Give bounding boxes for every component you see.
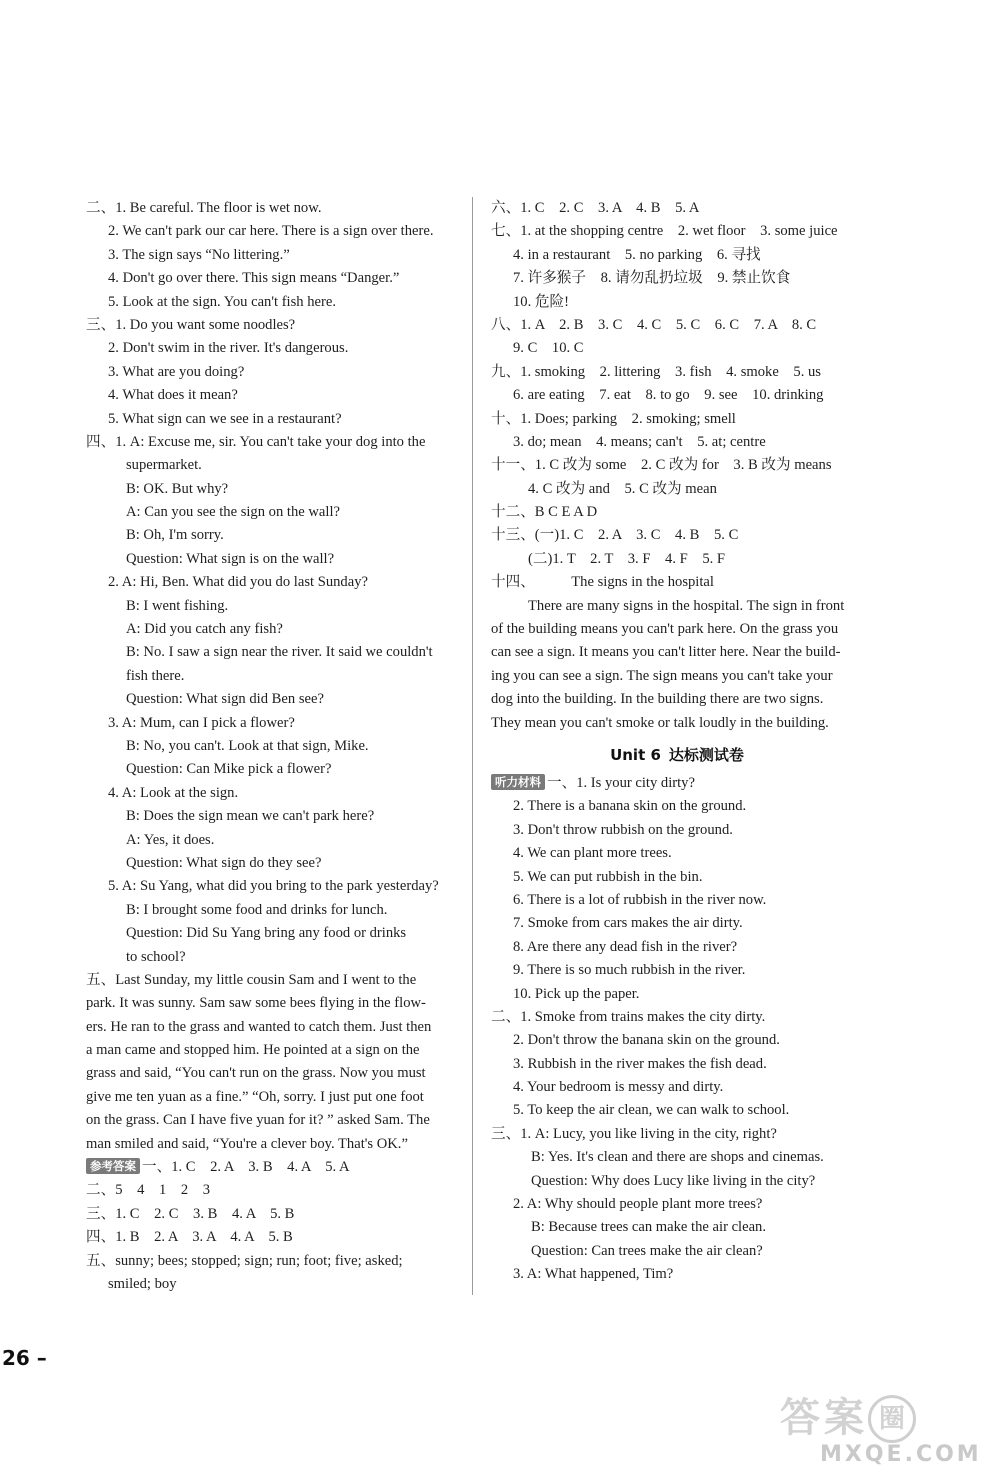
text-line: A: Can you see the sign on the wall?: [126, 504, 340, 521]
answer-line: 十二、B C E A D: [491, 504, 598, 521]
watermark-logo: [780, 1395, 990, 1467]
listening-line: Question: Why does Lucy like living in the city?: [531, 1172, 816, 1189]
answer-line: 三、1. C 2. C 3. B 4. A 5. B: [86, 1205, 295, 1222]
text-line: 三、1. Do you want some noodles?: [86, 316, 296, 333]
answer-line: 4. in a restaurant 5. no parking 6. 寻找: [513, 246, 761, 263]
text-line: B: Oh, I'm sorry.: [126, 527, 224, 544]
answer-line: 10. 危险!: [513, 293, 569, 310]
page-number: 26 –: [2, 1346, 47, 1370]
text-line: Question: What sign did Ben see?: [126, 691, 324, 708]
essay-line: dog into the building. In the building there are two signs.: [491, 691, 824, 708]
left-column: [86, 197, 460, 1296]
text-line: Question: Can Mike pick a flower?: [126, 761, 332, 778]
answer-line: 七、1. at the shopping centre 2. wet floor 3. some juice: [491, 223, 838, 240]
text-line: Question: Did Su Yang bring any food or drinks: [126, 925, 407, 942]
divider: [472, 197, 473, 1295]
listening-line: 6. There is a lot of rubbish in the river now.: [513, 891, 767, 908]
answer-line: 7. 许多猴子 8. 请勿乱扔垃圾 9. 禁止饮食: [513, 270, 791, 287]
listening-line: 2. There is a banana skin on the ground.: [513, 798, 747, 815]
text-line: B: No. I saw a sign near the river. It said we couldn't: [126, 644, 433, 661]
text-line: 4. What does it mean?: [108, 387, 238, 404]
right-column: [491, 197, 863, 1287]
unit-title: [491, 739, 863, 772]
text-line: supermarket.: [126, 457, 202, 474]
text-line: give me ten yuan as a fine.” “Oh, sorry. I just put one foot: [86, 1088, 424, 1105]
text-line: 4. A: Look at the sign.: [108, 784, 239, 801]
text-line: 4. Don't go over there. This sign means “Danger.”: [108, 270, 400, 287]
text-line: 二、1. Be careful. The floor is wet now.: [86, 200, 322, 216]
text-line: 2. We can't park our car here. There is a sign over there.: [108, 223, 434, 240]
unit-name: 达标测试卷: [668, 745, 744, 764]
answer-line: (二)1. T 2. T 3. F 4. F 5. F: [528, 550, 726, 567]
answer-line: 六、1. C 2. C 3. A 4. B 5. A: [491, 200, 700, 216]
essay-line: There are many signs in the hospital. The sign in front: [528, 597, 845, 614]
text-line: B: I brought some food and drinks for lunch.: [126, 901, 388, 918]
listening-line: Question: Can trees make the air clean?: [531, 1242, 763, 1259]
listening-line: 2. Don't throw the banana skin on the ground.: [513, 1032, 780, 1049]
listening-line: B: Because trees can make the air clean.: [531, 1219, 767, 1236]
listening-line: 5. To keep the air clean, we can walk to school.: [513, 1102, 790, 1119]
listening-line: 3. Don't throw rubbish on the ground.: [513, 821, 733, 838]
listening-line: 4. Your bedroom is messy and dirty.: [513, 1079, 724, 1096]
text-line: Question: What sign is on the wall?: [126, 550, 335, 567]
answer-text: 一、1. C 2. A 3. B 4. A 5. A: [142, 1159, 350, 1176]
text-line: grass and said, “You can't run on the grass. Now you must: [86, 1065, 426, 1082]
listening-line: 3. Rubbish in the river makes the fish dead.: [513, 1055, 767, 1072]
watermark-site: MXQE.COM: [820, 1442, 982, 1467]
listening-line: 二、1. Smoke from trains makes the city dirty.: [491, 1008, 766, 1025]
listening-line: 2. A: Why should people plant more trees?: [513, 1196, 763, 1213]
answer-line: 十三、(一)1. C 2. A 3. C 4. B 5. C: [491, 527, 739, 544]
listening-text: 一、1. Is your city dirty?: [547, 774, 695, 791]
answer-line: 九、1. smoking 2. littering 3. fish 4. smoke 5. us: [491, 363, 821, 380]
text-line: 3. What are you doing?: [108, 363, 245, 380]
text-line: 5. What sign can we see in a restaurant?: [108, 410, 342, 427]
text-line: 四、1. A: Excuse me, sir. You can't take your dog into the: [86, 433, 426, 450]
answer-line: [86, 1156, 460, 1179]
text-line: 五、Last Sunday, my little cousin Sam and I went to the: [86, 971, 417, 988]
answer-line: 3. do; mean 4. means; can't 5. at; centre: [513, 433, 766, 450]
answer-line: 四、1. B 2. A 3. A 4. A 5. B: [86, 1229, 293, 1246]
essay-title-line: 十四、 The signs in the hospital: [491, 574, 714, 591]
text-line: park. It was sunny. Sam saw some bees flying in the flow-: [86, 995, 426, 1012]
text-line: 5. Look at the sign. You can't fish here.: [108, 293, 336, 310]
answer-line: 4. C 改为 and 5. C 改为 mean: [528, 480, 717, 497]
answer-line: 二、5 4 1 2 3: [86, 1182, 211, 1199]
listening-line: 9. There is so much rubbish in the river.: [513, 962, 746, 979]
answer-line: 十、1. Does; parking 2. smoking; smell: [491, 410, 736, 427]
text-line: a man came and stopped him. He pointed at a sign on the: [86, 1042, 420, 1059]
listening-line: 5. We can put rubbish in the bin.: [513, 868, 703, 885]
listening-line: 4. We can plant more trees.: [513, 845, 672, 862]
answer-line: 十一、1. C 改为 some 2. C 改为 for 3. B 改为 means: [491, 457, 832, 474]
listening-line: 8. Are there any dead fish in the river?: [513, 938, 738, 955]
text-line: Question: What sign do they see?: [126, 854, 322, 871]
text-line: B: No, you can't. Look at that sign, Mike.: [126, 737, 369, 754]
text-line: to school?: [126, 948, 186, 965]
text-line: A: Did you catch any fish?: [126, 621, 283, 638]
answer-line: 6. are eating 7. eat 8. to go 9. see 10. drinking: [513, 387, 824, 404]
listening-line: 10. Pick up the paper.: [513, 985, 640, 1002]
essay-line: of the building means you can't park here. On the grass you: [491, 621, 839, 638]
listening-line: 三、1. A: Lucy, you like living in the city, right?: [491, 1125, 777, 1142]
text-line: 2. Don't swim in the river. It's dangerous.: [108, 340, 349, 357]
listening-line: B: Yes. It's clean and there are shops and cinemas.: [531, 1149, 824, 1166]
essay-line: They mean you can't smoke or talk loudly in the building.: [491, 714, 829, 731]
essay-line: ing you can see a sign. The sign means you can't take your: [491, 667, 833, 684]
listening-line: [491, 772, 863, 795]
text-line: B: OK. But why?: [126, 480, 229, 497]
text-line: ers. He ran to the grass and wanted to catch them. Just then: [86, 1018, 432, 1035]
watermark-logo-text: 答案 圈: [780, 1395, 990, 1443]
text-line: A: Yes, it does.: [126, 831, 215, 848]
text-line: B: Does the sign mean we can't park here?: [126, 808, 375, 825]
answer-line: 八、1. A 2. B 3. C 4. C 5. C 6. C 7. A 8. C: [491, 316, 817, 333]
answer-line: 五、sunny; bees; stopped; sign; run; foot; five; asked;: [86, 1252, 403, 1269]
text-line: fish there.: [126, 667, 185, 684]
answer-label: 参考答案: [86, 1158, 140, 1174]
text-line: man smiled and said, “You're a clever boy. That's OK.”: [86, 1135, 408, 1152]
listening-line: 3. A: What happened, Tim?: [513, 1266, 674, 1283]
unit-number: Unit 6: [610, 745, 661, 764]
text-line: 3. A: Mum, can I pick a flower?: [108, 714, 295, 731]
answer-line: smiled; boy: [108, 1275, 177, 1292]
text-line: 5. A: Su Yang, what did you bring to the park yesterday?: [108, 878, 439, 895]
text-line: on the grass. Can I have five yuan for it? ” asked Sam. The: [86, 1112, 430, 1129]
listening-label: 听力材料: [491, 774, 545, 790]
text-line: B: I went fishing.: [126, 597, 229, 614]
listening-line: 7. Smoke from cars makes the air dirty.: [513, 915, 743, 932]
essay-line: can see a sign. It means you can't litter here. Near the build-: [491, 644, 841, 661]
text-line: 2. A: Hi, Ben. What did you do last Sunday?: [108, 574, 368, 591]
text-line: 3. The sign says “No littering.”: [108, 246, 290, 263]
answer-line: 9. C 10. C: [513, 340, 584, 357]
